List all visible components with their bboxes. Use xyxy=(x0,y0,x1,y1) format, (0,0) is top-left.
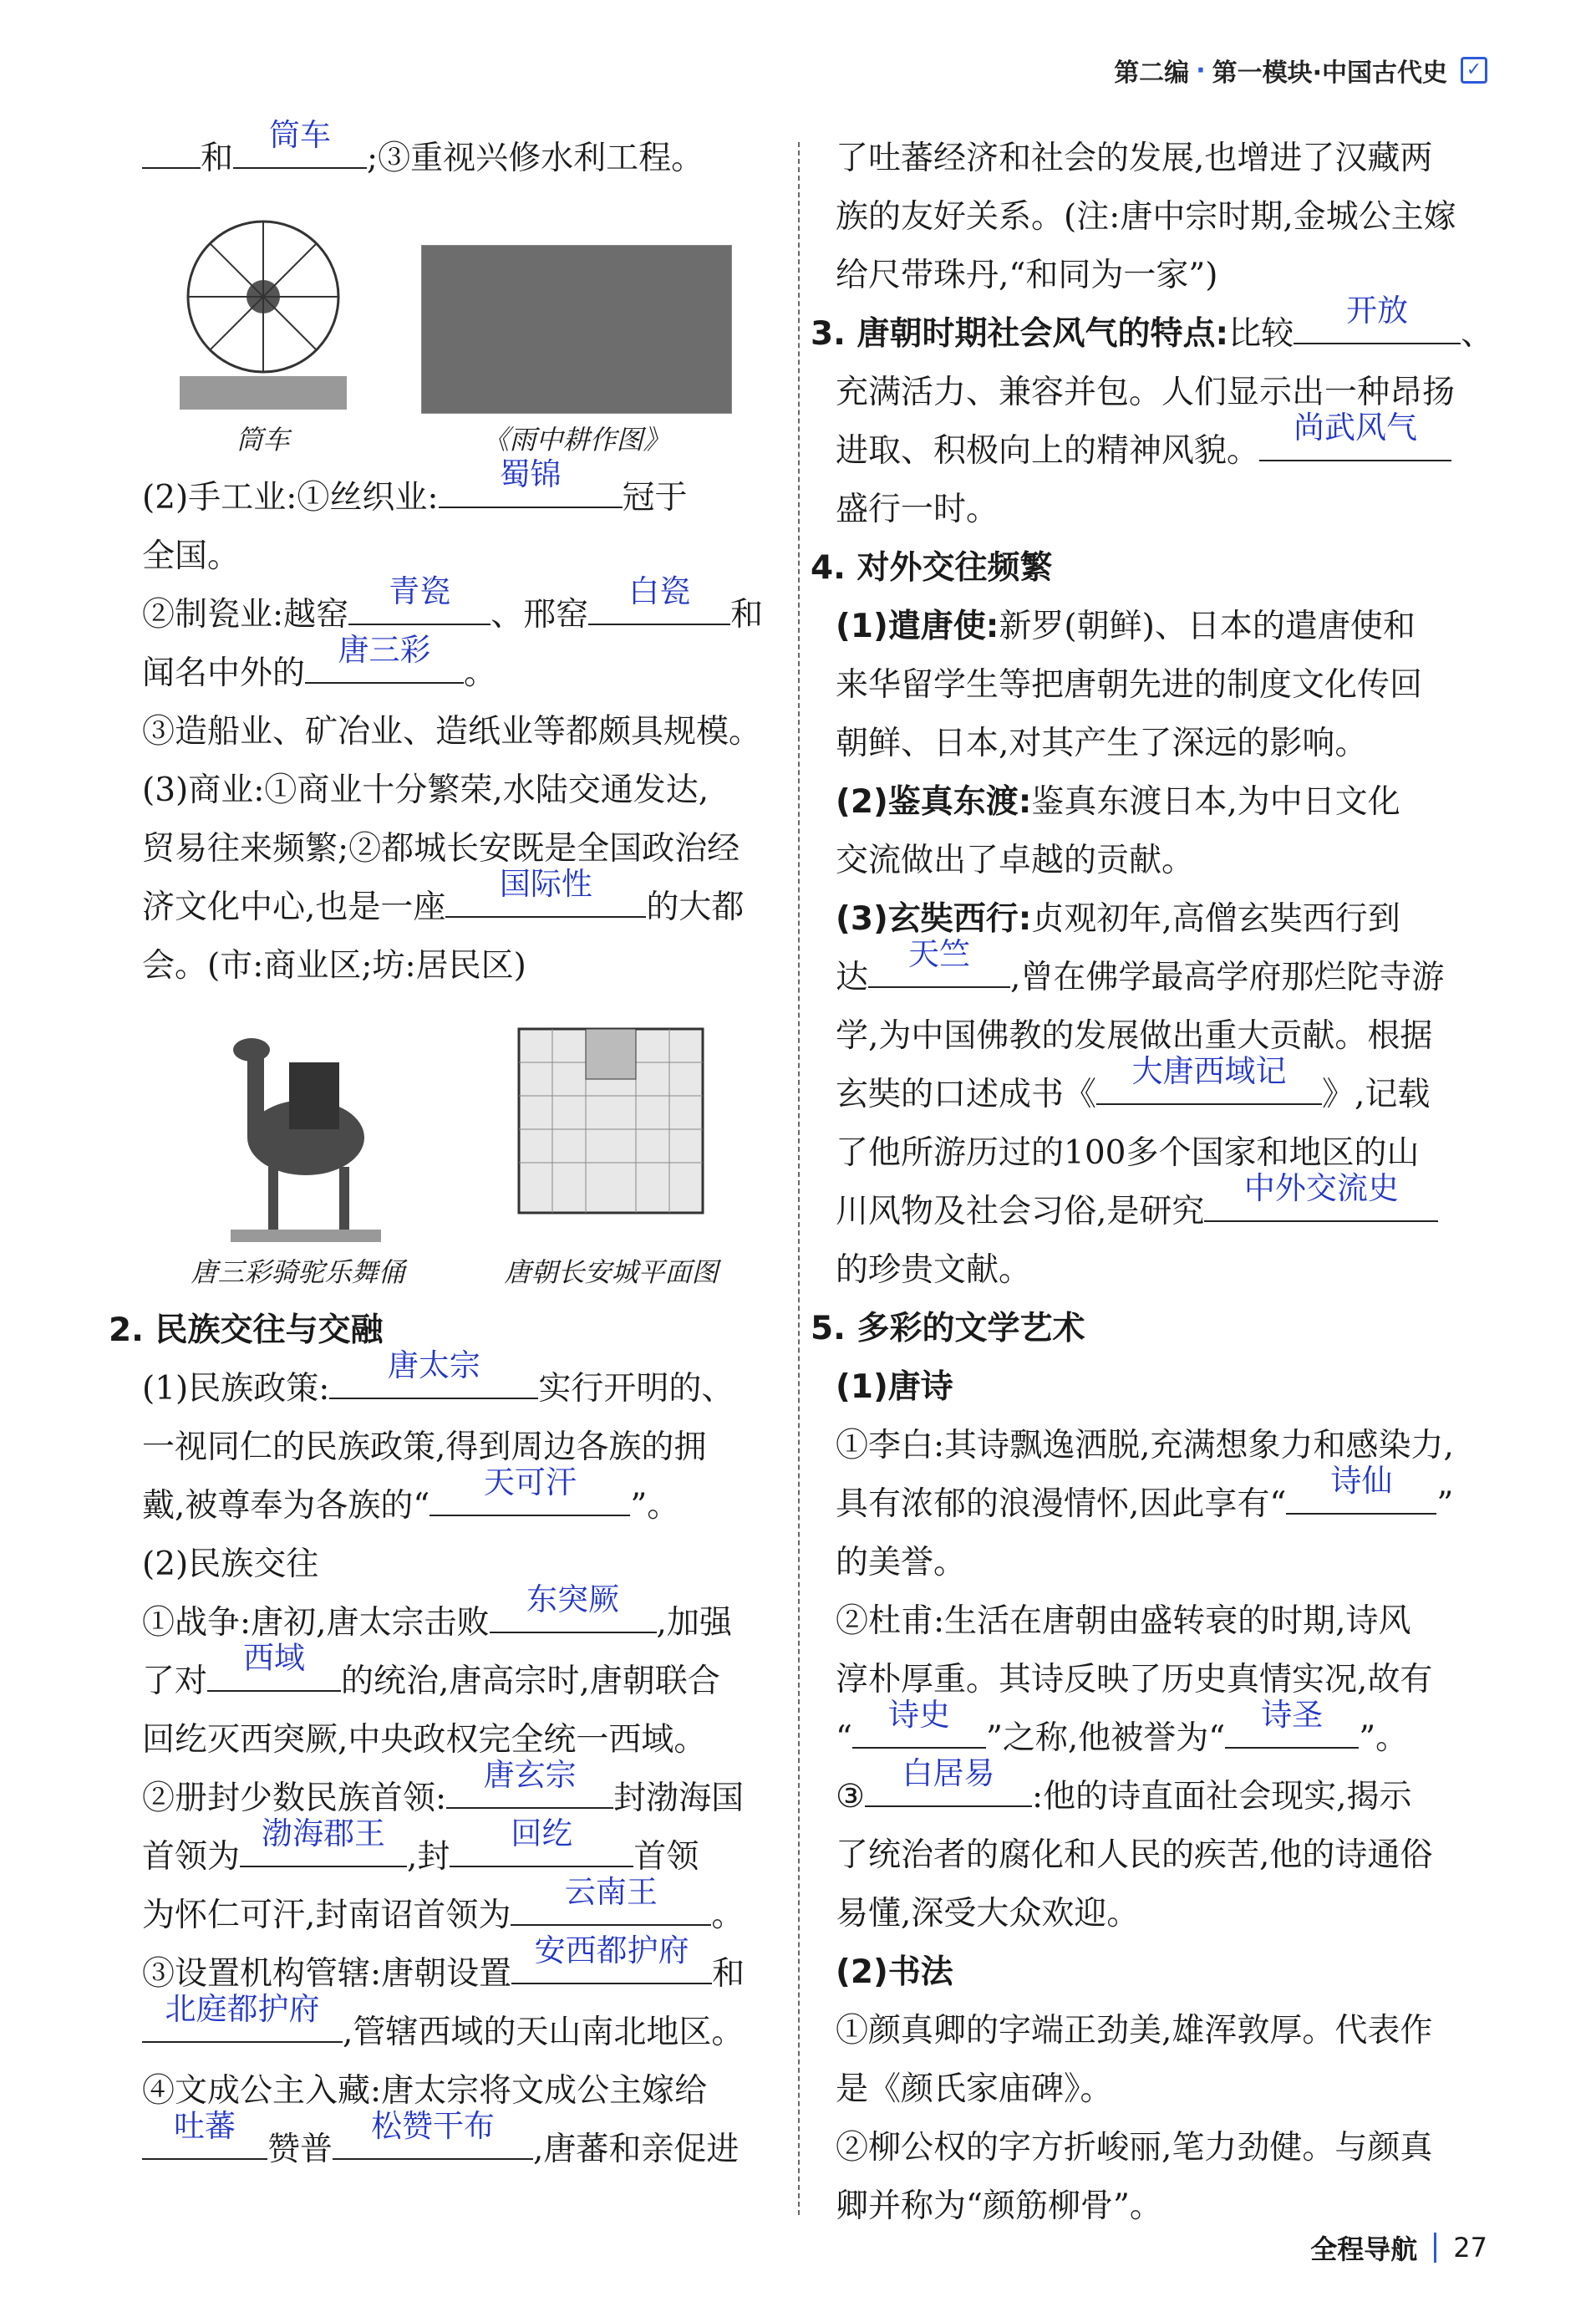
text: ③设置机构管辖:唐朝设置 xyxy=(142,1955,512,1993)
camel-figurine-image xyxy=(214,1004,381,1246)
waterwheel-image xyxy=(180,196,347,414)
figure xyxy=(191,1004,404,1293)
text: 首领为 xyxy=(142,1838,241,1876)
answer-blank xyxy=(240,1815,407,1867)
text-line: (2)民族交往 xyxy=(142,1546,319,1583)
section-heading: 4. 对外交往频繁 xyxy=(811,549,1053,587)
text: 济文化中心,也是一座 xyxy=(142,889,446,926)
answer-text: 白瓷 xyxy=(628,573,691,610)
text-line xyxy=(142,117,769,188)
text: :他的诗直面社会现实,揭示 xyxy=(1031,1778,1412,1815)
text: “ xyxy=(836,1719,852,1757)
header-sep: · xyxy=(1196,55,1206,85)
footer-title: 全程导航 xyxy=(1310,2233,1418,2265)
subheading: (3)玄奘西行: xyxy=(836,900,1032,938)
text-line xyxy=(142,1640,769,1711)
text: 的统治,唐高宗时,唐朝联合 xyxy=(341,1663,720,1700)
text: 实行开明的、 xyxy=(538,1370,734,1408)
answer-text: 大唐西域记 xyxy=(1131,1053,1287,1090)
text: 具有浓郁的浪漫情怀,因此享有“ xyxy=(836,1485,1287,1523)
answer-blank xyxy=(439,456,623,508)
text-line xyxy=(836,1463,1487,1534)
painting-image xyxy=(421,245,732,414)
answer-text: 中外交流史 xyxy=(1243,1170,1399,1207)
answer-blank xyxy=(429,1464,630,1516)
answer-text: 青瓷 xyxy=(389,573,451,610)
text-line: 交流做出了卓越的贡献。 xyxy=(836,842,1195,879)
figure-caption: 唐朝长安城平面图 xyxy=(504,1256,719,1288)
text: 了对 xyxy=(142,1663,208,1700)
answer-text: 唐太宗 xyxy=(387,1347,480,1384)
answer-blank xyxy=(1204,1170,1438,1222)
text-line: 是《颜氏家庙碑》。 xyxy=(836,2070,1113,2108)
page-header xyxy=(1114,52,1487,89)
text-line xyxy=(811,293,1494,364)
figure-row xyxy=(142,196,769,461)
text-line: 贸易往来频繁;②都城长安既是全国政治经 xyxy=(142,830,740,868)
answer-text: 国际性 xyxy=(499,866,592,903)
text-line: 了吐蕃经济和社会的发展,也增进了汉藏两 xyxy=(836,140,1433,177)
answer-text: 天竺 xyxy=(908,936,971,973)
text: 为怀仁可汗,封南诏首领为 xyxy=(142,1897,511,1934)
text: ”之称,他被誉为“ xyxy=(985,1719,1226,1757)
text: 冠于 xyxy=(622,479,688,517)
answer-text: 唐三彩 xyxy=(338,632,431,669)
text-line: 一视同仁的民族政策,得到周边各族的拥 xyxy=(142,1428,707,1466)
text: (2)手工业:①丝织业: xyxy=(142,479,439,517)
text-line xyxy=(836,1053,1487,1124)
answer-blank xyxy=(868,936,1010,988)
answer-blank xyxy=(333,2108,533,2160)
answer-text: 渤海郡王 xyxy=(262,1815,386,1852)
subheading: (2)鉴真东渡: xyxy=(836,783,1032,821)
header-part2: 第一模块·中国古代史 xyxy=(1212,59,1447,88)
text: 戴,被尊奉为各族的“ xyxy=(142,1487,430,1525)
answer-text: 天可汗 xyxy=(483,1464,577,1501)
answer-blank xyxy=(865,1755,1032,1807)
text: 、 xyxy=(1461,315,1494,353)
text-line xyxy=(836,410,1487,481)
subheading: (2)书法 xyxy=(836,1953,953,1991)
answer-blank xyxy=(329,1347,538,1399)
text: ①战争:唐初,唐太宗击败 xyxy=(142,1604,490,1642)
answer-blank xyxy=(1294,293,1461,344)
answer-blank xyxy=(233,117,367,169)
text: ;③重视兴修水利工程。 xyxy=(367,140,704,177)
text-line xyxy=(142,2108,769,2179)
text-line xyxy=(142,1347,769,1418)
text-line: ③造船业、矿冶业、造纸业等都颇具规模。 xyxy=(142,713,762,751)
text-line: 的美誉。 xyxy=(836,1544,967,1581)
figure-caption: 《雨中耕作图》 xyxy=(482,424,670,456)
answer-text: 回纥 xyxy=(511,1815,573,1852)
text-line: 盛行一时。 xyxy=(836,491,999,528)
text-line: 朝鲜、日本,对其产生了深远的影响。 xyxy=(836,725,1368,762)
text-line: 易懂,深受大众欢迎。 xyxy=(836,1895,1140,1933)
text-line: 学,为中国佛教的发展做出重大贡献。根据 xyxy=(836,1017,1433,1055)
text-line xyxy=(836,1755,1487,1826)
section-heading: 2. 民族交往与交融 xyxy=(109,1311,384,1349)
header-part1: 第二编 xyxy=(1114,59,1190,88)
text: 玄奘的口述成书《 xyxy=(836,1076,1097,1113)
text-line xyxy=(142,1991,769,2062)
answer-blank xyxy=(348,573,490,625)
answer-blank xyxy=(450,1815,633,1867)
text: ,曾在佛学最高学府那烂陀寺游 xyxy=(1010,959,1445,996)
text-line: 的珍贵文献。 xyxy=(836,1251,1032,1289)
text: 的大都 xyxy=(646,889,745,926)
text-line: 了统治者的腐化和人民的疾苦,他的诗通俗 xyxy=(836,1836,1433,1874)
answer-blank xyxy=(1286,1463,1436,1515)
column-divider xyxy=(798,142,800,2215)
answer-blank xyxy=(1096,1053,1322,1105)
figure xyxy=(421,245,732,461)
text: ③ xyxy=(836,1778,865,1815)
subheading: (1)遣唐使: xyxy=(836,608,999,645)
answer-blank xyxy=(852,1697,986,1749)
text-line: ①颜真卿的字端正劲美,雄浑敦厚。代表作 xyxy=(836,2012,1433,2050)
answer-text: 开放 xyxy=(1346,293,1409,329)
text: 川风物及社会习俗,是研究 xyxy=(836,1193,1205,1230)
section-heading: 3. 唐朝时期社会风气的特点: xyxy=(811,315,1229,353)
text-line: ④文成公主入藏:唐太宗将文成公主嫁给 xyxy=(142,2072,708,2110)
text-line xyxy=(836,598,1487,656)
text-line xyxy=(836,773,1487,832)
answer-text: 东突厥 xyxy=(526,1581,620,1618)
subheading: (1)唐诗 xyxy=(836,1368,953,1406)
text-line: 卿并称为“颜筋柳骨”。 xyxy=(836,2187,1162,2225)
figure xyxy=(502,1004,719,1293)
text-line: 了他所游历过的100多个国家和地区的山 xyxy=(836,1134,1420,1172)
text: 。 xyxy=(464,654,497,692)
answer-text: 白居易 xyxy=(902,1755,995,1792)
text: 贞观初年,高僧玄奘西行到 xyxy=(1031,900,1400,938)
answer-text: 尚武风气 xyxy=(1294,410,1418,446)
text: ,管辖西域的天山南北地区。 xyxy=(343,2014,745,2051)
text-line: 淳朴厚重。其诗反映了历史真情实况,故有 xyxy=(836,1661,1433,1698)
answer-blank xyxy=(511,1874,711,1926)
text-line xyxy=(836,1170,1487,1241)
text: ,封 xyxy=(407,1838,450,1876)
text-line: ②杜甫:生活在唐朝由盛转衰的时期,诗风 xyxy=(836,1602,1411,1640)
answer-text: 诗仙 xyxy=(1330,1463,1393,1500)
text-line xyxy=(142,456,769,527)
changan-map-image xyxy=(502,1004,719,1246)
page-number: 27 xyxy=(1453,2232,1487,2264)
text-line xyxy=(142,1464,769,1535)
text: 新罗(朝鲜)、日本的遣唐使和 xyxy=(999,608,1416,645)
answer-blank xyxy=(305,632,464,684)
answer-text: 云南王 xyxy=(564,1874,658,1911)
answer-text: 诗圣 xyxy=(1261,1697,1324,1734)
text: 、邢窑 xyxy=(490,596,589,634)
text: 闻名中外的 xyxy=(142,654,306,692)
right-column xyxy=(811,130,1494,2236)
checkbox-icon: ✓ xyxy=(1461,57,1487,84)
text: ,唐蕃和亲促进 xyxy=(533,2131,740,2168)
answer-text: 松赞干布 xyxy=(371,2108,496,2145)
answer-text: 西域 xyxy=(243,1640,306,1677)
text: ,加强 xyxy=(656,1604,732,1642)
answer-text: 蜀锦 xyxy=(499,456,562,493)
section-heading: 5. 多彩的文学艺术 xyxy=(811,1310,1085,1347)
answer-blank xyxy=(142,131,201,169)
text-line xyxy=(142,866,769,937)
text-line: 充满活力、兼容并包。人们显示出一种昂扬 xyxy=(836,374,1456,411)
left-column xyxy=(109,117,769,2179)
text: 和 xyxy=(712,1955,745,1993)
answer-text: 诗史 xyxy=(887,1697,950,1734)
text-line: (3)商业:①商业十分繁荣,水陆交通发达, xyxy=(142,771,709,809)
text-line: 回纥灭西突厥,中央政权完全统一西域。 xyxy=(142,1721,707,1759)
text-line: 来华留学生等把唐朝先进的制度文化传回 xyxy=(836,666,1423,704)
text: ” xyxy=(1436,1485,1454,1523)
figure-caption: 唐三彩骑驼乐舞俑 xyxy=(191,1256,405,1288)
text: 和 xyxy=(730,596,764,634)
answer-blank xyxy=(142,2108,267,2160)
text: 比较 xyxy=(1228,315,1294,353)
text: ②制瓷业:越窑 xyxy=(142,596,349,634)
text-line: ①李白:其诗飘逸洒脱,充满想象力和感染力, xyxy=(836,1427,1454,1464)
answer-blank xyxy=(1225,1697,1359,1749)
text-line xyxy=(142,632,769,703)
text-line: 族的友好关系。(注:唐中宗时期,金城公主嫁 xyxy=(836,198,1456,236)
answer-text: 筒车 xyxy=(269,117,332,154)
text: 。 xyxy=(711,1897,745,1934)
text: 封渤海国 xyxy=(613,1780,745,1817)
answer-text: 唐玄宗 xyxy=(483,1757,577,1794)
text: (1)民族政策: xyxy=(142,1370,330,1408)
text: 》,记载 xyxy=(1322,1076,1431,1113)
text: ②册封少数民族首领: xyxy=(142,1780,447,1817)
answer-blank xyxy=(445,866,646,918)
answer-text: 吐蕃 xyxy=(174,2108,236,2145)
answer-text: 安西都护府 xyxy=(534,1933,689,1969)
text: 鉴真东渡日本,为中日文化 xyxy=(1031,783,1400,821)
text-line xyxy=(836,936,1487,1007)
text: 赞普 xyxy=(267,2131,333,2168)
answer-blank xyxy=(207,1640,341,1692)
text: 达 xyxy=(836,959,869,996)
text-line: 给尺带珠丹,“和同为一家”) xyxy=(836,257,1218,294)
answer-blank xyxy=(511,1933,712,1984)
text-line: ②柳公权的字方折峻丽,笔力劲健。与颜真 xyxy=(836,2129,1433,2167)
figure-row xyxy=(142,1004,769,1293)
answer-blank xyxy=(1259,410,1451,461)
text: ”。 xyxy=(1359,1719,1409,1757)
text-line: 会。(市:商业区;坊:居民区) xyxy=(142,947,526,985)
page-footer xyxy=(1310,2228,1487,2267)
answer-blank xyxy=(588,573,730,625)
figure-caption: 筒车 xyxy=(236,424,290,456)
footer-divider xyxy=(1434,2233,1436,2263)
text: ”。 xyxy=(630,1487,680,1525)
text: 和 xyxy=(201,140,234,177)
text: 进取、积极向上的精神风貌。 xyxy=(836,432,1260,470)
answer-blank xyxy=(142,1991,343,2043)
text: 首领 xyxy=(633,1838,699,1876)
answer-text: 北庭都护府 xyxy=(165,1991,320,2028)
answer-blank xyxy=(446,1757,613,1809)
answer-blank xyxy=(490,1581,657,1633)
text-line: 全国。 xyxy=(142,537,241,575)
figure xyxy=(180,196,347,461)
